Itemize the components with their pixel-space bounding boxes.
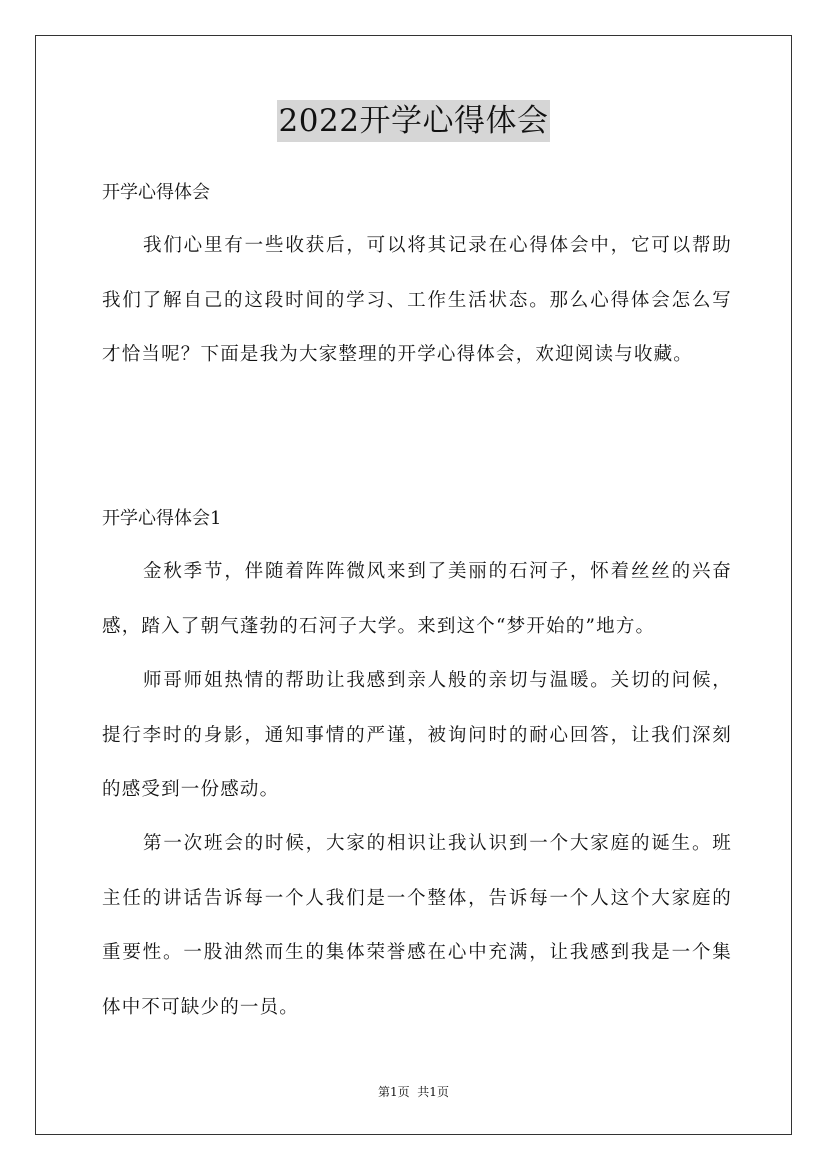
section-heading-1: 开学心得体会1 bbox=[102, 508, 222, 529]
section-heading-intro: 开学心得体会 bbox=[102, 182, 210, 203]
document-title: 2022开学心得体会 bbox=[277, 100, 551, 142]
body-paragraph-1: 金秋季节，伴随着阵阵微风来到了美丽的石河子，怀着丝丝的兴奋感，踏入了朝气蓬勃的石河子大学。来到这个“梦开始的”地方。 bbox=[102, 561, 732, 637]
title-container bbox=[0, 100, 827, 142]
page-footer: 第1页 共1页 bbox=[378, 1085, 449, 1099]
body-paragraph-2: 师哥师姐热情的帮助让我感到亲人般的亲切与温暖。关切的问候，提行李时的身影，通知事情的严谨，被询问时的耐心回答，让我们深刻的感受到一份感动。 bbox=[102, 670, 732, 800]
body-paragraph-3: 第一次班会的时候，大家的相识让我认识到一个大家庭的诞生。班主任的讲话告诉每一个人我们是一个整体，告诉每一个人这个大家庭的重要性。一股油然而生的集体荣誉感在心中充满，让我感到我是一个集体中不可缺少的一员。 bbox=[102, 833, 732, 1018]
intro-paragraph: 我们心里有一些收获后，可以将其记录在心得体会中，它可以帮助我们了解自己的这段时间的学习、工作生活状态。那么心得体会怎么写才恰当呢？下面是我为大家整理的开学心得体会，欢迎阅读与收藏。 bbox=[102, 235, 732, 365]
